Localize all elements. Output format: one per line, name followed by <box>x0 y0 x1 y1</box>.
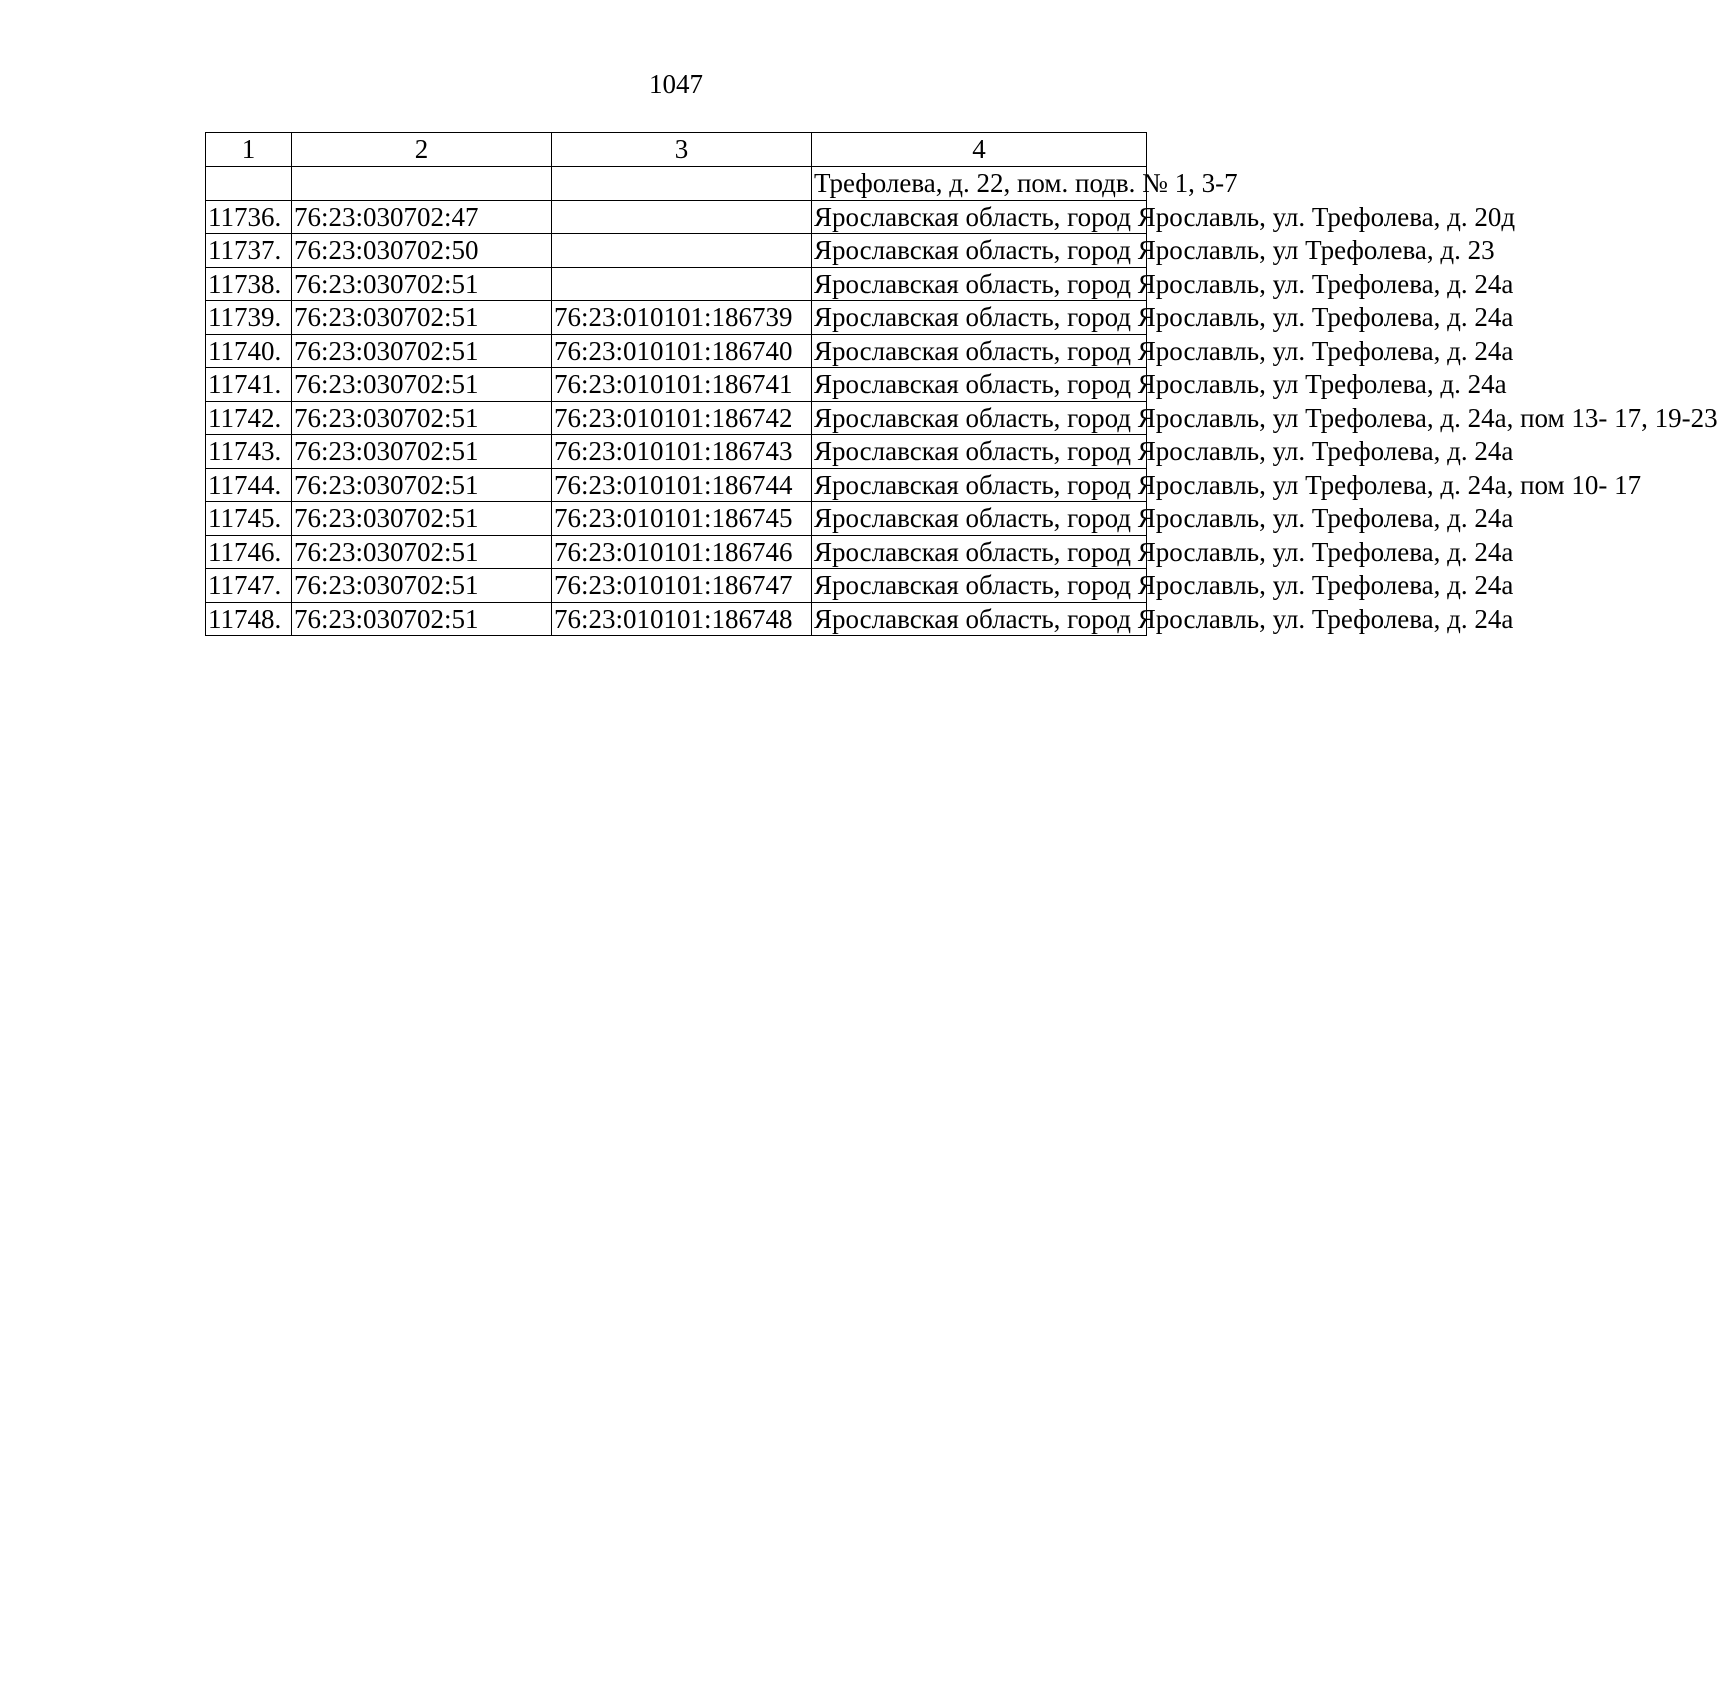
object-cadastral-number-cell: 76:23:010101:186746 <box>552 535 812 569</box>
table-row <box>206 535 1147 569</box>
row-number-cell: 11747. <box>206 569 292 603</box>
object-cadastral-number-cell: 76:23:010101:186740 <box>552 334 812 368</box>
row-number-cell: 11742. <box>206 401 292 435</box>
object-cadastral-number-cell: 76:23:010101:186742 <box>552 401 812 435</box>
table-row <box>206 368 1147 402</box>
table-row <box>206 167 1147 201</box>
cadastral-number-cell: 76:23:030702:51 <box>292 334 552 368</box>
object-cadastral-number-cell: 76:23:010101:186745 <box>552 502 812 536</box>
header-row <box>206 133 1147 167</box>
object-cadastral-number-cell: 76:23:010101:186747 <box>552 569 812 603</box>
address-cell: Ярославская область, город Ярославль, ул. Трефолева, д. 24а <box>812 535 1147 569</box>
object-cadastral-number-cell: 76:23:010101:186739 <box>552 301 812 335</box>
row-number-cell: 11741. <box>206 368 292 402</box>
row-number-cell: 11740. <box>206 334 292 368</box>
cadastral-number-cell <box>292 167 552 201</box>
address-cell: Ярославская область, город Ярославль, ул. Трефолева, д. 24а <box>812 301 1147 335</box>
cadastral-number-cell: 76:23:030702:51 <box>292 368 552 402</box>
row-number-cell: 11739. <box>206 301 292 335</box>
address-cell: Ярославская область, город Ярославль, ул Трефолева, д. 24а, пом 10- 17 <box>812 468 1147 502</box>
table-row <box>206 569 1147 603</box>
object-cadastral-number-cell <box>552 167 812 201</box>
header-col-2: 2 <box>292 133 552 167</box>
cadastral-number-cell: 76:23:030702:51 <box>292 535 552 569</box>
cadastral-number-cell: 76:23:030702:47 <box>292 200 552 234</box>
cadastral-number-cell: 76:23:030702:51 <box>292 401 552 435</box>
table-row <box>206 502 1147 536</box>
cadastral-number-cell: 76:23:030702:51 <box>292 301 552 335</box>
address-cell: Ярославская область, город Ярославль, ул Трефолева, д. 24а <box>812 368 1147 402</box>
cadastral-number-cell: 76:23:030702:51 <box>292 435 552 469</box>
table-row <box>206 468 1147 502</box>
address-cell: Трефолева, д. 22, пом. подв. № 1, 3-7 <box>812 167 1147 201</box>
table-row <box>206 401 1147 435</box>
cadastral-number-cell: 76:23:030702:51 <box>292 602 552 636</box>
cadastral-number-cell: 76:23:030702:50 <box>292 234 552 268</box>
object-cadastral-number-cell: 76:23:010101:186744 <box>552 468 812 502</box>
address-cell: Ярославская область, город Ярославль, ул Трефолева, д. 23 <box>812 234 1147 268</box>
object-cadastral-number-cell <box>552 234 812 268</box>
address-cell: Ярославская область, город Ярославль, ул. Трефолева, д. 24а <box>812 569 1147 603</box>
table-row <box>206 602 1147 636</box>
header-col-3: 3 <box>552 133 812 167</box>
row-number-cell: 11745. <box>206 502 292 536</box>
row-number-cell: 11746. <box>206 535 292 569</box>
row-number-cell: 11748. <box>206 602 292 636</box>
address-cell: Ярославская область, город Ярославль, ул. Трефолева, д. 24а <box>812 602 1147 636</box>
address-cell: Ярославская область, город Ярославль, ул. Трефолева, д. 20д <box>812 200 1147 234</box>
row-number-cell: 11743. <box>206 435 292 469</box>
row-number-cell: 11737. <box>206 234 292 268</box>
row-number-cell: 11736. <box>206 200 292 234</box>
cadastral-number-cell: 76:23:030702:51 <box>292 267 552 301</box>
table-row <box>206 301 1147 335</box>
table-row <box>206 234 1147 268</box>
header-col-4: 4 <box>812 133 1147 167</box>
address-cell: Ярославская область, город Ярославль, ул. Трефолева, д. 24а <box>812 267 1147 301</box>
table-row <box>206 435 1147 469</box>
header-col-1: 1 <box>206 133 292 167</box>
table-row <box>206 267 1147 301</box>
object-cadastral-number-cell: 76:23:010101:186743 <box>552 435 812 469</box>
cadastral-number-cell: 76:23:030702:51 <box>292 502 552 536</box>
cadastral-number-cell: 76:23:030702:51 <box>292 569 552 603</box>
row-number-cell: 11738. <box>206 267 292 301</box>
object-cadastral-number-cell <box>552 200 812 234</box>
address-cell: Ярославская область, город Ярославль, ул. Трефолева, д. 24а <box>812 502 1147 536</box>
page-number: 1047 <box>649 69 703 99</box>
registry-table <box>205 132 1718 636</box>
table-row <box>206 200 1147 234</box>
row-number-cell: 11744. <box>206 468 292 502</box>
address-cell: Ярославская область, город Ярославль, ул Трефолева, д. 24а, пом 13- 17, 19-23 <box>812 401 1147 435</box>
object-cadastral-number-cell <box>552 267 812 301</box>
table-row <box>206 334 1147 368</box>
object-cadastral-number-cell: 76:23:010101:186741 <box>552 368 812 402</box>
row-number-cell <box>206 167 292 201</box>
address-cell: Ярославская область, город Ярославль, ул. Трефолева, д. 24а <box>812 435 1147 469</box>
object-cadastral-number-cell: 76:23:010101:186748 <box>552 602 812 636</box>
cadastral-number-cell: 76:23:030702:51 <box>292 468 552 502</box>
address-cell: Ярославская область, город Ярославль, ул. Трефолева, д. 24а <box>812 334 1147 368</box>
